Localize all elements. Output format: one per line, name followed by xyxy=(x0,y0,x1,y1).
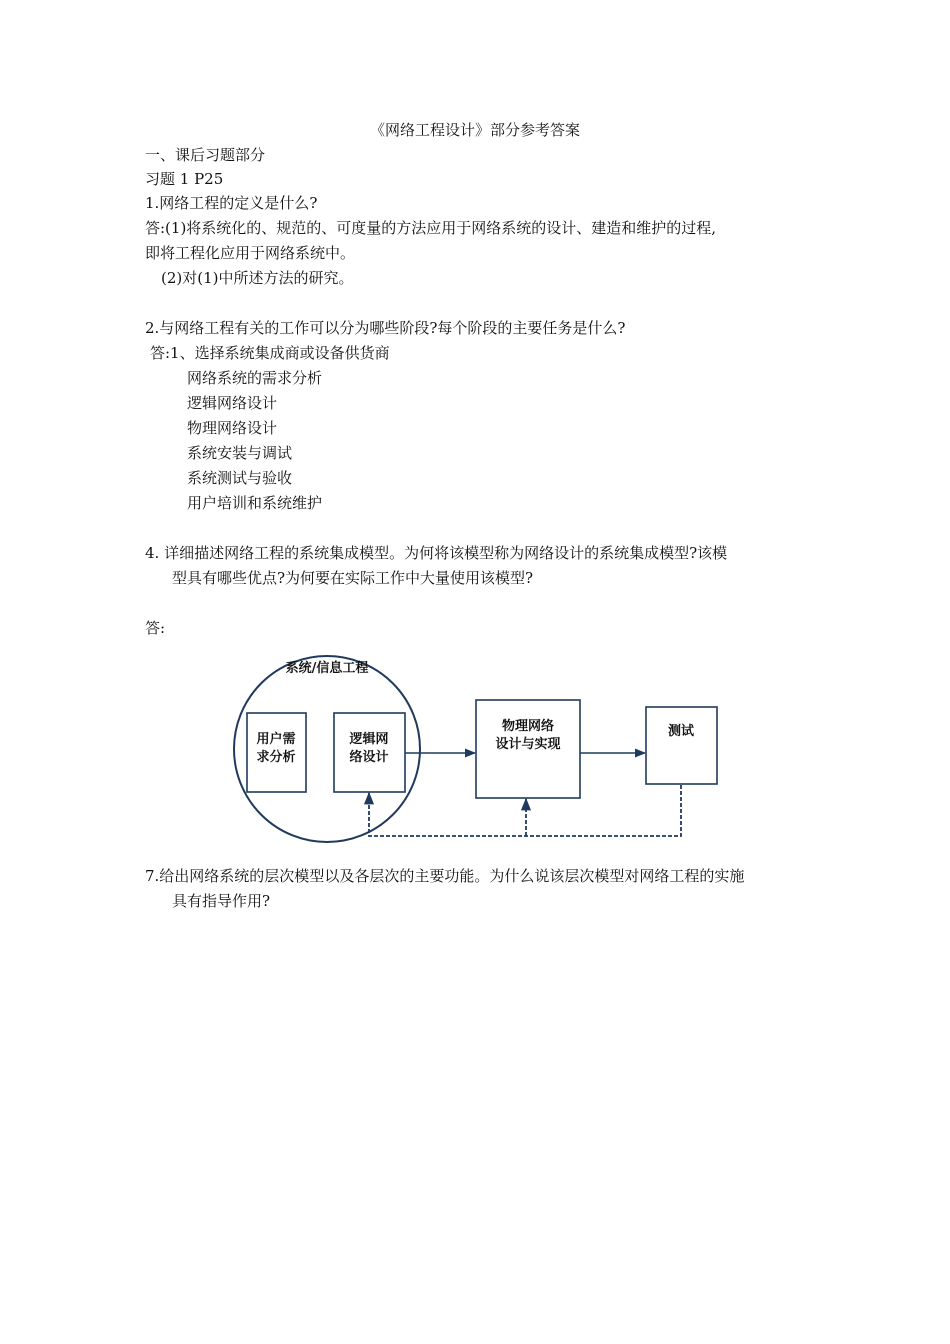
question-1-answer-part-2: (2)对(1)中所述方法的研究。 xyxy=(161,269,354,287)
question-4-line-1: 4. 详细描述网络工程的系统集成模型。为何将该模型称为网络设计的系统集成模型?该模 xyxy=(145,544,728,562)
stage-item: 逻辑网络设计 xyxy=(187,394,278,412)
testing-box xyxy=(646,707,717,784)
stage-item: 用户培训和系统维护 xyxy=(187,494,323,512)
question-4-answer-label: 答: xyxy=(145,619,166,637)
question-4-line-2: 型具有哪些优点?为何要在实际工作中大量使用该模型? xyxy=(172,569,534,587)
box1-label-line-1: 用户需 xyxy=(256,732,296,747)
system-integration-model-diagram xyxy=(228,640,728,855)
box2-label-line-1: 逻辑网 xyxy=(349,732,389,747)
exercise-heading: 习题 1 P25 xyxy=(145,170,224,188)
stage-item: 网络系统的需求分析 xyxy=(187,369,323,387)
question-1: 1.网络工程的定义是什么? xyxy=(145,194,318,212)
box3-label-line-1: 物理网络 xyxy=(501,719,555,734)
box3-label-line-2: 设计与实现 xyxy=(495,737,561,752)
question-1-answer-line-2: 即将工程化应用于网络系统中。 xyxy=(145,244,356,262)
section-heading: 一、课后习题部分 xyxy=(145,146,266,164)
box1-label-line-2: 求分析 xyxy=(256,750,296,765)
stage-item: 物理网络设计 xyxy=(187,419,278,437)
question-7-line-2: 具有指导作用? xyxy=(172,892,271,910)
box4-label: 测试 xyxy=(667,724,695,739)
circle-label: 系统/信息工程 xyxy=(285,661,369,676)
question-2: 2.与网络工程有关的工作可以分为哪些阶段?每个阶段的主要任务是什么? xyxy=(145,319,626,337)
box2-label-line-2: 络设计 xyxy=(349,750,389,765)
stage-item: 系统测试与验收 xyxy=(187,469,293,487)
document-title: 《网络工程设计》部分参考答案 xyxy=(369,121,580,139)
question-1-answer-line-1: 答:(1)将系统化的、规范的、可度量的方法应用于网络系统的设计、建造和维护的过程, xyxy=(145,219,717,237)
question-7-line-1: 7.给出网络系统的层次模型以及各层次的主要功能。为什么说该层次模型对网络工程的实施 xyxy=(145,867,745,885)
stage-item: 系统安装与调试 xyxy=(187,444,293,462)
question-2-answer-intro: 答:1、选择系统集成商或设备供货商 xyxy=(150,344,390,362)
